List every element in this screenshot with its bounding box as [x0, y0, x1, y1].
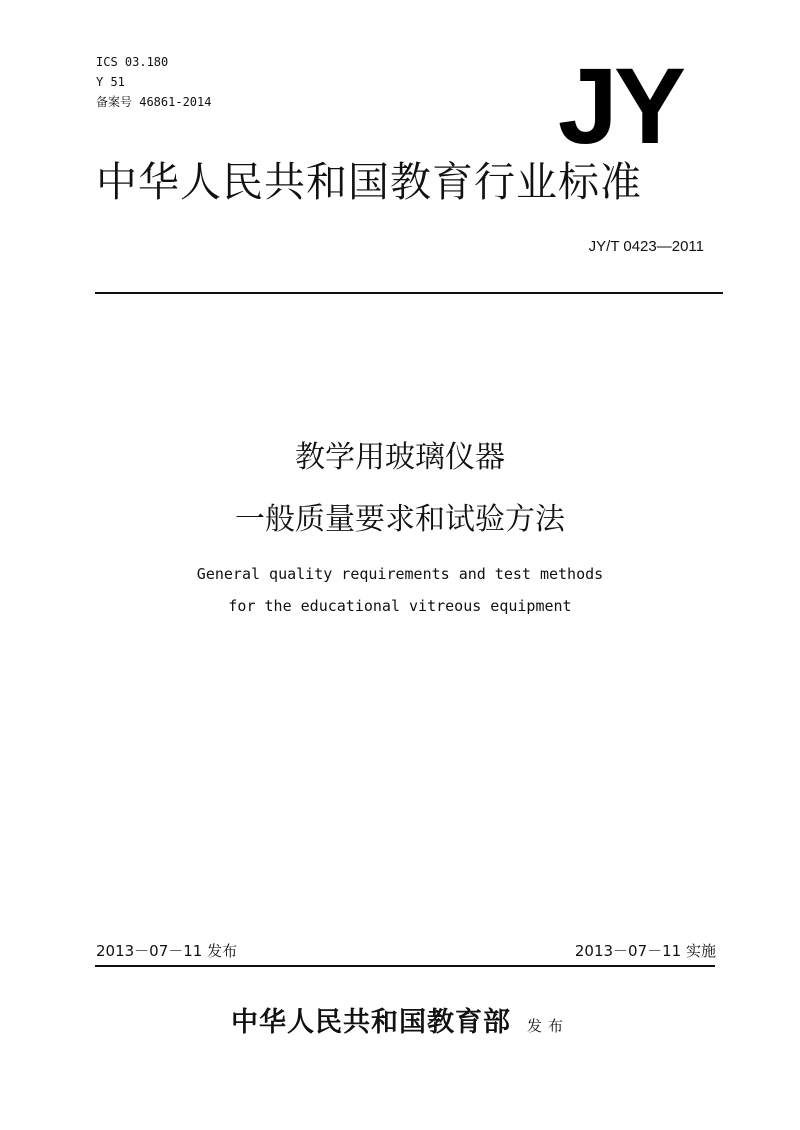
standard-logo: JY [557, 45, 682, 166]
publisher-line [0, 1000, 800, 1039]
standard-category-title: 中华人民共和国教育行业标准 [96, 158, 642, 206]
publisher-action: 发布 [526, 1017, 569, 1035]
document-title-en-line1: General quality requirements and test methods [196, 565, 604, 583]
release-date: 2013－07－11 发布 [96, 942, 238, 960]
footer-divider [95, 965, 715, 967]
header-divider [95, 292, 723, 294]
standard-number: JY/T 0423—2011 [588, 238, 704, 255]
record-number: 备案号 46861-2014 [96, 95, 212, 109]
document-title-en-line2: for the educational vitreous equipment [228, 597, 572, 615]
ics-code: ICS 03.180 [96, 55, 169, 69]
document-title-cn-line2: 一般质量要求和试验方法 [235, 502, 565, 537]
publisher-name: 中华人民共和国教育部 [230, 1007, 511, 1038]
classification-code: Y 51 [96, 75, 125, 89]
document-title-cn-line1: 教学用玻璃仪器 [295, 440, 505, 475]
implementation-date: 2013－07－11 实施 [574, 942, 716, 960]
